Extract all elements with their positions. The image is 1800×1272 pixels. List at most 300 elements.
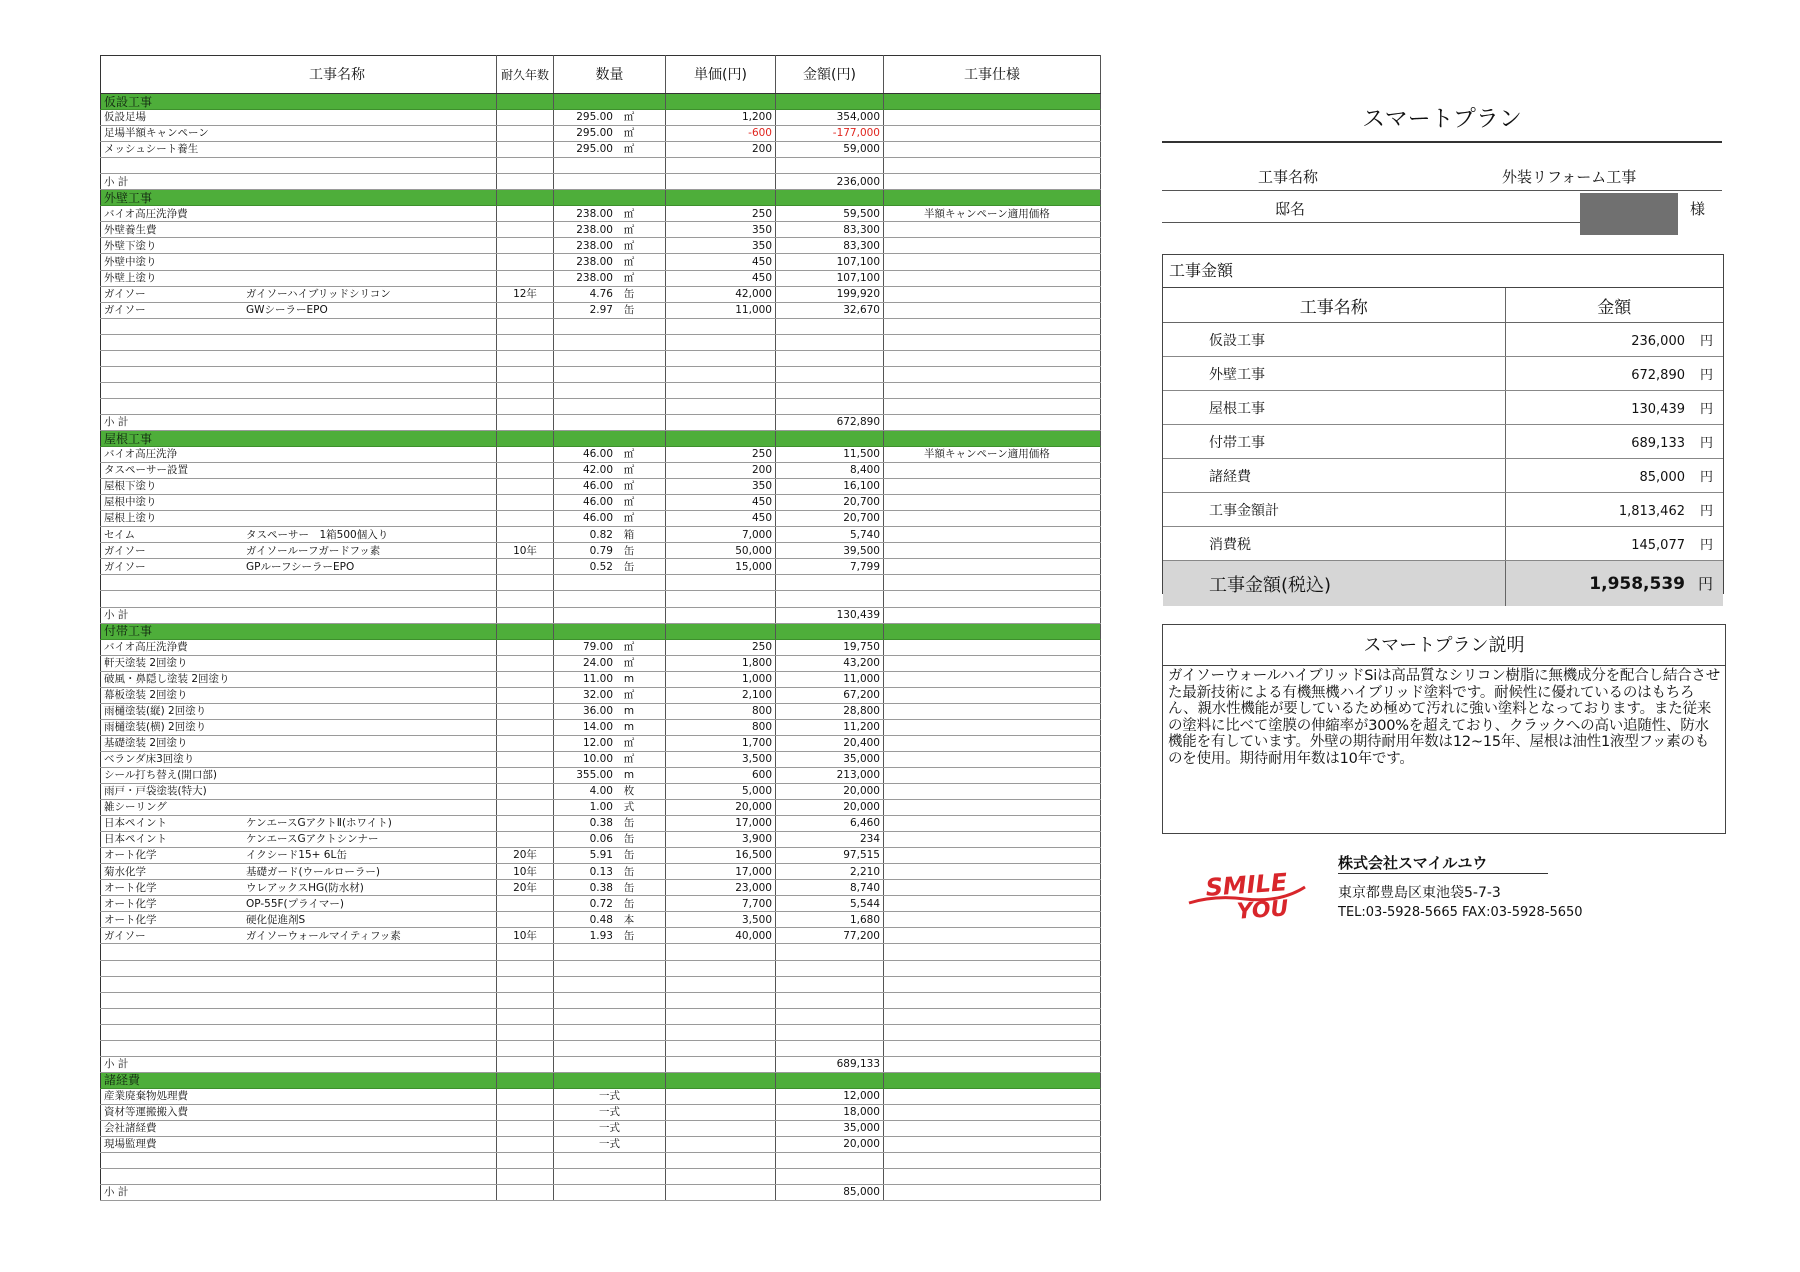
explanation-box: [1162, 624, 1726, 834]
item-amount: 20,000: [776, 784, 884, 800]
item-qty-cell: [554, 447, 666, 463]
blank-row: [101, 366, 1101, 382]
item-unit-price: [666, 992, 776, 1008]
item-name-cell: [101, 222, 497, 238]
summary-value: 689,133: [1631, 436, 1685, 451]
item-life-cell: [497, 1137, 554, 1153]
item-name: 現場監理費: [104, 1138, 157, 1151]
item-qty: 295.00: [576, 143, 613, 156]
item-spec: [884, 655, 1101, 671]
subtotal-row: [101, 174, 1101, 190]
item-name: オート化学: [104, 849, 157, 862]
item-life-cell: [497, 447, 554, 463]
item-spec: [884, 1104, 1101, 1120]
item-unit: ㎡: [623, 207, 635, 220]
item-life-cell: [497, 334, 554, 350]
item-qty-cell: [554, 735, 666, 751]
item-qty: 1.93: [589, 929, 613, 942]
item-qty-cell: [554, 719, 666, 735]
table-row: [101, 110, 1101, 126]
item-unit-price: [666, 1088, 776, 1104]
item-name-cell: [101, 1072, 497, 1088]
item-spec: [884, 1008, 1101, 1024]
item-life-cell: [497, 463, 554, 479]
item-name: オート化学: [104, 897, 157, 910]
item-qty: 79.00: [582, 640, 613, 653]
item-life-cell: 20年: [497, 880, 554, 896]
item-unit-price: 250: [666, 447, 776, 463]
item-life-cell: 10年: [497, 543, 554, 559]
item-qty: 4.76: [589, 287, 613, 300]
item-qty: 24.00: [582, 656, 613, 669]
item-life-cell: [497, 1072, 554, 1088]
item-unit: 缶: [623, 287, 635, 300]
table-row: [101, 655, 1101, 671]
item-unit-price: 450: [666, 254, 776, 270]
item-name-cell: [101, 800, 497, 816]
item-amount: [776, 318, 884, 334]
item-qty: 46.00: [582, 512, 613, 525]
item-life-cell: [497, 800, 554, 816]
item-spec: [884, 591, 1101, 607]
item-qty-cell: 一式: [554, 1121, 666, 1137]
item-name-cell: [101, 479, 497, 495]
table-row: [101, 543, 1101, 559]
item-spec: [884, 286, 1101, 302]
item-qty: 238.00: [576, 239, 613, 252]
item-name-cell: [101, 527, 497, 543]
item-name-cell: [101, 398, 497, 414]
item-spec: 半額キャンペーン適用価格: [884, 206, 1101, 222]
item-spec: [884, 800, 1101, 816]
estimate-table: [100, 55, 1101, 1201]
item-life-cell: [497, 992, 554, 1008]
item-qty-cell: [554, 479, 666, 495]
summary-label: 諸経費: [1163, 459, 1505, 493]
item-unit-price: [666, 1104, 776, 1120]
item-spec: [884, 687, 1101, 703]
item-qty-cell: [554, 1185, 666, 1201]
item-unit: ㎡: [623, 512, 635, 525]
item-spec: [884, 174, 1101, 190]
item-qty-cell: 一式: [554, 1104, 666, 1120]
subtotal-row: [101, 607, 1101, 623]
item-name-cell: [101, 334, 497, 350]
item-name-cell: [101, 896, 497, 912]
item-unit-price: 450: [666, 511, 776, 527]
item-unit-price: [666, 94, 776, 110]
item-unit-price: 1,800: [666, 655, 776, 671]
summary-total-row: [1163, 561, 1723, 607]
item-amount: 32,670: [776, 302, 884, 318]
item-spec: [884, 559, 1101, 575]
item-qty-cell: [554, 832, 666, 848]
item-qty: 0.48: [589, 913, 613, 926]
subtotal-amount: 672,890: [776, 414, 884, 430]
item-amount: 5,544: [776, 896, 884, 912]
blank-row: [101, 944, 1101, 960]
item-life-cell: [497, 1040, 554, 1056]
item-name-cell: [101, 94, 497, 110]
item-amount: [776, 1153, 884, 1169]
item-name-cell: [101, 1056, 497, 1072]
summary-box: [1162, 254, 1724, 594]
item-spec: [884, 912, 1101, 928]
explanation-body: ガイソーウォールハイブリッドSiは高品質なシリコン樹脂に無機成分を配合し結合させた最新技術による有機無機ハイブリッド塗料です。耐候性に優れているのはもちろん、親水性機能が要しているため極めて汚れに強い塗料となっております。また従来の塗料に比べて塗膜の伸縮率が300%を超えており、クラックへの高い追随性、防水機能を有しています。外壁の期待耐用年数は12~15年、屋根は油性1液型フッ素のものを使用。期待耐用年数は10年です。: [1168, 668, 1721, 767]
item-unit: ㎡: [623, 737, 635, 750]
item-spec: [884, 158, 1101, 174]
item-qty-cell: [554, 767, 666, 783]
item-spec: [884, 527, 1101, 543]
item-unit-price: 200: [666, 142, 776, 158]
item-life-cell: [497, 1088, 554, 1104]
section-header-row: [101, 94, 1101, 110]
section-header-row: [101, 430, 1101, 446]
item-amount: 20,000: [776, 1137, 884, 1153]
item-unit-price: 1,700: [666, 735, 776, 751]
item-qty-cell: [554, 302, 666, 318]
item-name-cell: [101, 1121, 497, 1137]
summary-amount-cell: [1505, 425, 1723, 459]
item-unit-price: [666, 960, 776, 976]
yen-unit: 円: [1699, 334, 1713, 349]
item-qty-cell: [554, 976, 666, 992]
item-life-cell: [497, 960, 554, 976]
work-name-label: 工事名称: [1258, 168, 1319, 186]
item-name-cell: [101, 1088, 497, 1104]
table-row: [101, 206, 1101, 222]
item-qty: 355.00: [576, 769, 613, 782]
item-spec: [884, 382, 1101, 398]
item-amount: [776, 944, 884, 960]
item-qty-cell: 一式: [554, 1088, 666, 1104]
item-amount: [776, 591, 884, 607]
item-name: 基礎塗装 2回塗り: [104, 737, 188, 750]
item-life-cell: [497, 206, 554, 222]
item-unit-price: -600: [666, 126, 776, 142]
item-name: 屋根上塗り: [104, 512, 157, 525]
item-name-cell: [101, 719, 497, 735]
summary-value: 236,000: [1631, 334, 1685, 349]
item-name-cell: [101, 270, 497, 286]
table-row: [101, 735, 1101, 751]
item-spec: [884, 880, 1101, 896]
table-row: [101, 832, 1101, 848]
item-amount: 11,200: [776, 719, 884, 735]
item-spec: [884, 94, 1101, 110]
item-spec: [884, 1088, 1101, 1104]
item-product: ケンエースGアクトシンナー: [246, 833, 379, 846]
item-name-cell: [101, 976, 497, 992]
item-spec: [884, 463, 1101, 479]
item-life-cell: [497, 190, 554, 206]
item-spec: [884, 1056, 1101, 1072]
item-name-cell: [101, 174, 497, 190]
summary-value: 85,000: [1639, 470, 1685, 485]
item-name-cell: [101, 1104, 497, 1120]
item-amount: [776, 1008, 884, 1024]
item-unit-price: [666, 1072, 776, 1088]
item-product: イクシード15+ 6L缶: [246, 849, 347, 862]
summary-table: [1163, 288, 1723, 606]
item-qty: 42.00: [582, 464, 613, 477]
item-unit-price: [666, 1008, 776, 1024]
summary-amount-cell: [1505, 527, 1723, 561]
item-product: GPルーフシーラーEPO: [246, 560, 355, 573]
item-name: ガイソー: [104, 560, 146, 573]
summary-row: [1163, 425, 1723, 459]
item-life-cell: [497, 318, 554, 334]
yen-unit: 円: [1697, 575, 1713, 593]
subtotal-label: 小 計: [104, 416, 129, 429]
blank-row: [101, 1169, 1101, 1185]
item-name-cell: [101, 655, 497, 671]
item-name: ガイソー: [104, 303, 146, 316]
section-title: 付帯工事: [104, 624, 153, 639]
item-unit-price: 450: [666, 270, 776, 286]
item-unit: 枚: [623, 785, 635, 798]
item-name-cell: [101, 126, 497, 142]
item-unit-price: 350: [666, 238, 776, 254]
blank-row: [101, 1153, 1101, 1169]
item-life-cell: [497, 591, 554, 607]
item-unit-price: 3,500: [666, 751, 776, 767]
item-spec: [884, 832, 1101, 848]
item-qty-cell: 一式: [554, 1137, 666, 1153]
item-qty: 4.00: [589, 785, 613, 798]
blank-row: [101, 158, 1101, 174]
subtotal-label: 小 計: [104, 608, 129, 621]
item-life-cell: [497, 719, 554, 735]
item-name-cell: [101, 463, 497, 479]
item-unit: 缶: [623, 865, 635, 878]
item-spec: [884, 318, 1101, 334]
item-name: 雨戸・戸袋塗装(特大): [104, 785, 207, 798]
table-row: [101, 719, 1101, 735]
section-header-row: [101, 190, 1101, 206]
item-qty-cell: [554, 366, 666, 382]
item-unit: 缶: [623, 929, 635, 942]
item-amount: 35,000: [776, 751, 884, 767]
item-life-cell: [497, 832, 554, 848]
item-qty: 295.00: [576, 111, 613, 124]
table-row: [101, 639, 1101, 655]
item-name: ガイソー: [104, 544, 146, 557]
item-qty-cell: [554, 430, 666, 446]
table-row: [101, 896, 1101, 912]
item-qty-cell: [554, 142, 666, 158]
item-spec: [884, 735, 1101, 751]
item-unit: 本: [623, 913, 635, 926]
summary-amount-cell: [1505, 459, 1723, 493]
item-spec: [884, 302, 1101, 318]
item-spec: [884, 479, 1101, 495]
summary-row: [1163, 493, 1723, 527]
summary-label: 付帯工事: [1163, 425, 1505, 459]
item-amount: [776, 960, 884, 976]
item-unit-price: 450: [666, 495, 776, 511]
item-name-cell: [101, 832, 497, 848]
item-life-cell: [497, 784, 554, 800]
item-life-cell: 10年: [497, 928, 554, 944]
item-amount: [776, 1024, 884, 1040]
item-unit-price: 42,000: [666, 286, 776, 302]
item-life-cell: [497, 607, 554, 623]
item-spec: [884, 414, 1101, 430]
summary-col-amount: 金額: [1505, 288, 1723, 323]
estimate-body: [101, 94, 1101, 1201]
item-name: 軒天塗装 2回塗り: [104, 656, 188, 669]
item-qty-cell: [554, 703, 666, 719]
item-name: オート化学: [104, 913, 157, 926]
item-spec: [884, 126, 1101, 142]
owner-label: 邸名: [1275, 200, 1306, 218]
item-spec: [884, 543, 1101, 559]
item-qty-cell: [554, 414, 666, 430]
blank-row: [101, 591, 1101, 607]
item-name: シール打ち替え(開口部): [104, 769, 217, 782]
item-name-cell: [101, 447, 497, 463]
header-qty: 数量: [554, 56, 666, 94]
item-unit: 缶: [623, 303, 635, 316]
item-unit-price: 350: [666, 222, 776, 238]
item-spec: [884, 350, 1101, 366]
header-name: 工事名称: [101, 56, 497, 94]
item-life-cell: [497, 896, 554, 912]
item-spec: [884, 1137, 1101, 1153]
item-spec: [884, 142, 1101, 158]
item-amount: 6,460: [776, 816, 884, 832]
item-spec: [884, 190, 1101, 206]
item-spec: [884, 334, 1101, 350]
owner-name-redacted: [1580, 193, 1678, 235]
item-life-cell: [497, 479, 554, 495]
item-amount: 8,400: [776, 463, 884, 479]
item-qty: 238.00: [576, 271, 613, 284]
item-qty-cell: [554, 158, 666, 174]
item-qty-cell: [554, 398, 666, 414]
item-name-cell: [101, 350, 497, 366]
item-spec: [884, 1169, 1101, 1185]
item-unit-price: [666, 318, 776, 334]
item-unit-price: [666, 1153, 776, 1169]
item-name: タスペーサー設置: [104, 464, 188, 477]
table-row: [101, 880, 1101, 896]
table-row: [101, 912, 1101, 928]
item-life-cell: [497, 767, 554, 783]
item-unit: ㎡: [623, 448, 635, 461]
item-qty: 14.00: [582, 721, 613, 734]
table-row: [101, 495, 1101, 511]
item-life-cell: [497, 495, 554, 511]
blank-row: [101, 960, 1101, 976]
item-spec: [884, 992, 1101, 1008]
item-unit-price: [666, 591, 776, 607]
item-unit: m: [623, 769, 635, 782]
item-name-cell: [101, 142, 497, 158]
item-name-cell: [101, 607, 497, 623]
summary-label: 消費税: [1163, 527, 1505, 561]
item-amount: 83,300: [776, 238, 884, 254]
item-name: 日本ペイント: [104, 817, 167, 830]
item-product: 硬化促進剤S: [246, 913, 306, 926]
item-name-cell: [101, 687, 497, 703]
table-row: [101, 1104, 1101, 1120]
item-amount: [776, 430, 884, 446]
item-life-cell: [497, 1169, 554, 1185]
item-qty-cell: [554, 382, 666, 398]
table-row: [101, 784, 1101, 800]
summary-amount-cell: [1505, 357, 1723, 391]
item-amount: 1,680: [776, 912, 884, 928]
item-qty-cell: [554, 880, 666, 896]
item-name: 日本ペイント: [104, 833, 167, 846]
item-life-cell: [497, 1185, 554, 1201]
table-row: [101, 142, 1101, 158]
item-amount: [776, 334, 884, 350]
item-unit: ㎡: [623, 496, 635, 509]
item-qty-cell: [554, 1024, 666, 1040]
table-row: [101, 1137, 1101, 1153]
item-life-cell: [497, 1024, 554, 1040]
honorific: 様: [1690, 200, 1706, 218]
item-name-cell: [101, 382, 497, 398]
item-unit-price: [666, 414, 776, 430]
item-amount: 16,100: [776, 479, 884, 495]
item-unit-price: 20,000: [666, 800, 776, 816]
table-row: [101, 816, 1101, 832]
item-qty-cell: [554, 527, 666, 543]
item-life-cell: [497, 174, 554, 190]
item-spec: [884, 254, 1101, 270]
item-amount: 5,740: [776, 527, 884, 543]
section-header-row: [101, 1072, 1101, 1088]
item-name: 仮設足場: [104, 111, 146, 124]
item-qty-cell: [554, 254, 666, 270]
item-product: タスペーサー 1箱500個入り: [246, 528, 389, 541]
item-spec: [884, 703, 1101, 719]
item-unit-price: 11,000: [666, 302, 776, 318]
summary-label: 工事金額計: [1163, 493, 1505, 527]
item-spec: [884, 1040, 1101, 1056]
item-qty-cell: [554, 126, 666, 142]
subtotal-amount: 85,000: [776, 1185, 884, 1201]
item-name: バイオ高圧洗浄: [104, 448, 178, 461]
blank-row: [101, 398, 1101, 414]
item-unit-price: 250: [666, 639, 776, 655]
table-row: [101, 751, 1101, 767]
item-unit-price: [666, 1056, 776, 1072]
item-unit-price: 5,000: [666, 784, 776, 800]
item-amount: 35,000: [776, 1121, 884, 1137]
item-unit-price: 350: [666, 479, 776, 495]
item-qty-cell: [554, 864, 666, 880]
item-unit-price: 50,000: [666, 543, 776, 559]
item-unit-price: 1,200: [666, 110, 776, 126]
item-qty: 238.00: [576, 207, 613, 220]
item-qty-cell: [554, 607, 666, 623]
item-name: オート化学: [104, 881, 157, 894]
item-spec: [884, 623, 1101, 639]
item-spec: [884, 366, 1101, 382]
item-unit-price: [666, 382, 776, 398]
item-name-cell: [101, 318, 497, 334]
table-row: [101, 864, 1101, 880]
item-name-cell: [101, 158, 497, 174]
section-header-row: [101, 623, 1101, 639]
item-life-cell: [497, 751, 554, 767]
item-amount: [776, 1072, 884, 1088]
